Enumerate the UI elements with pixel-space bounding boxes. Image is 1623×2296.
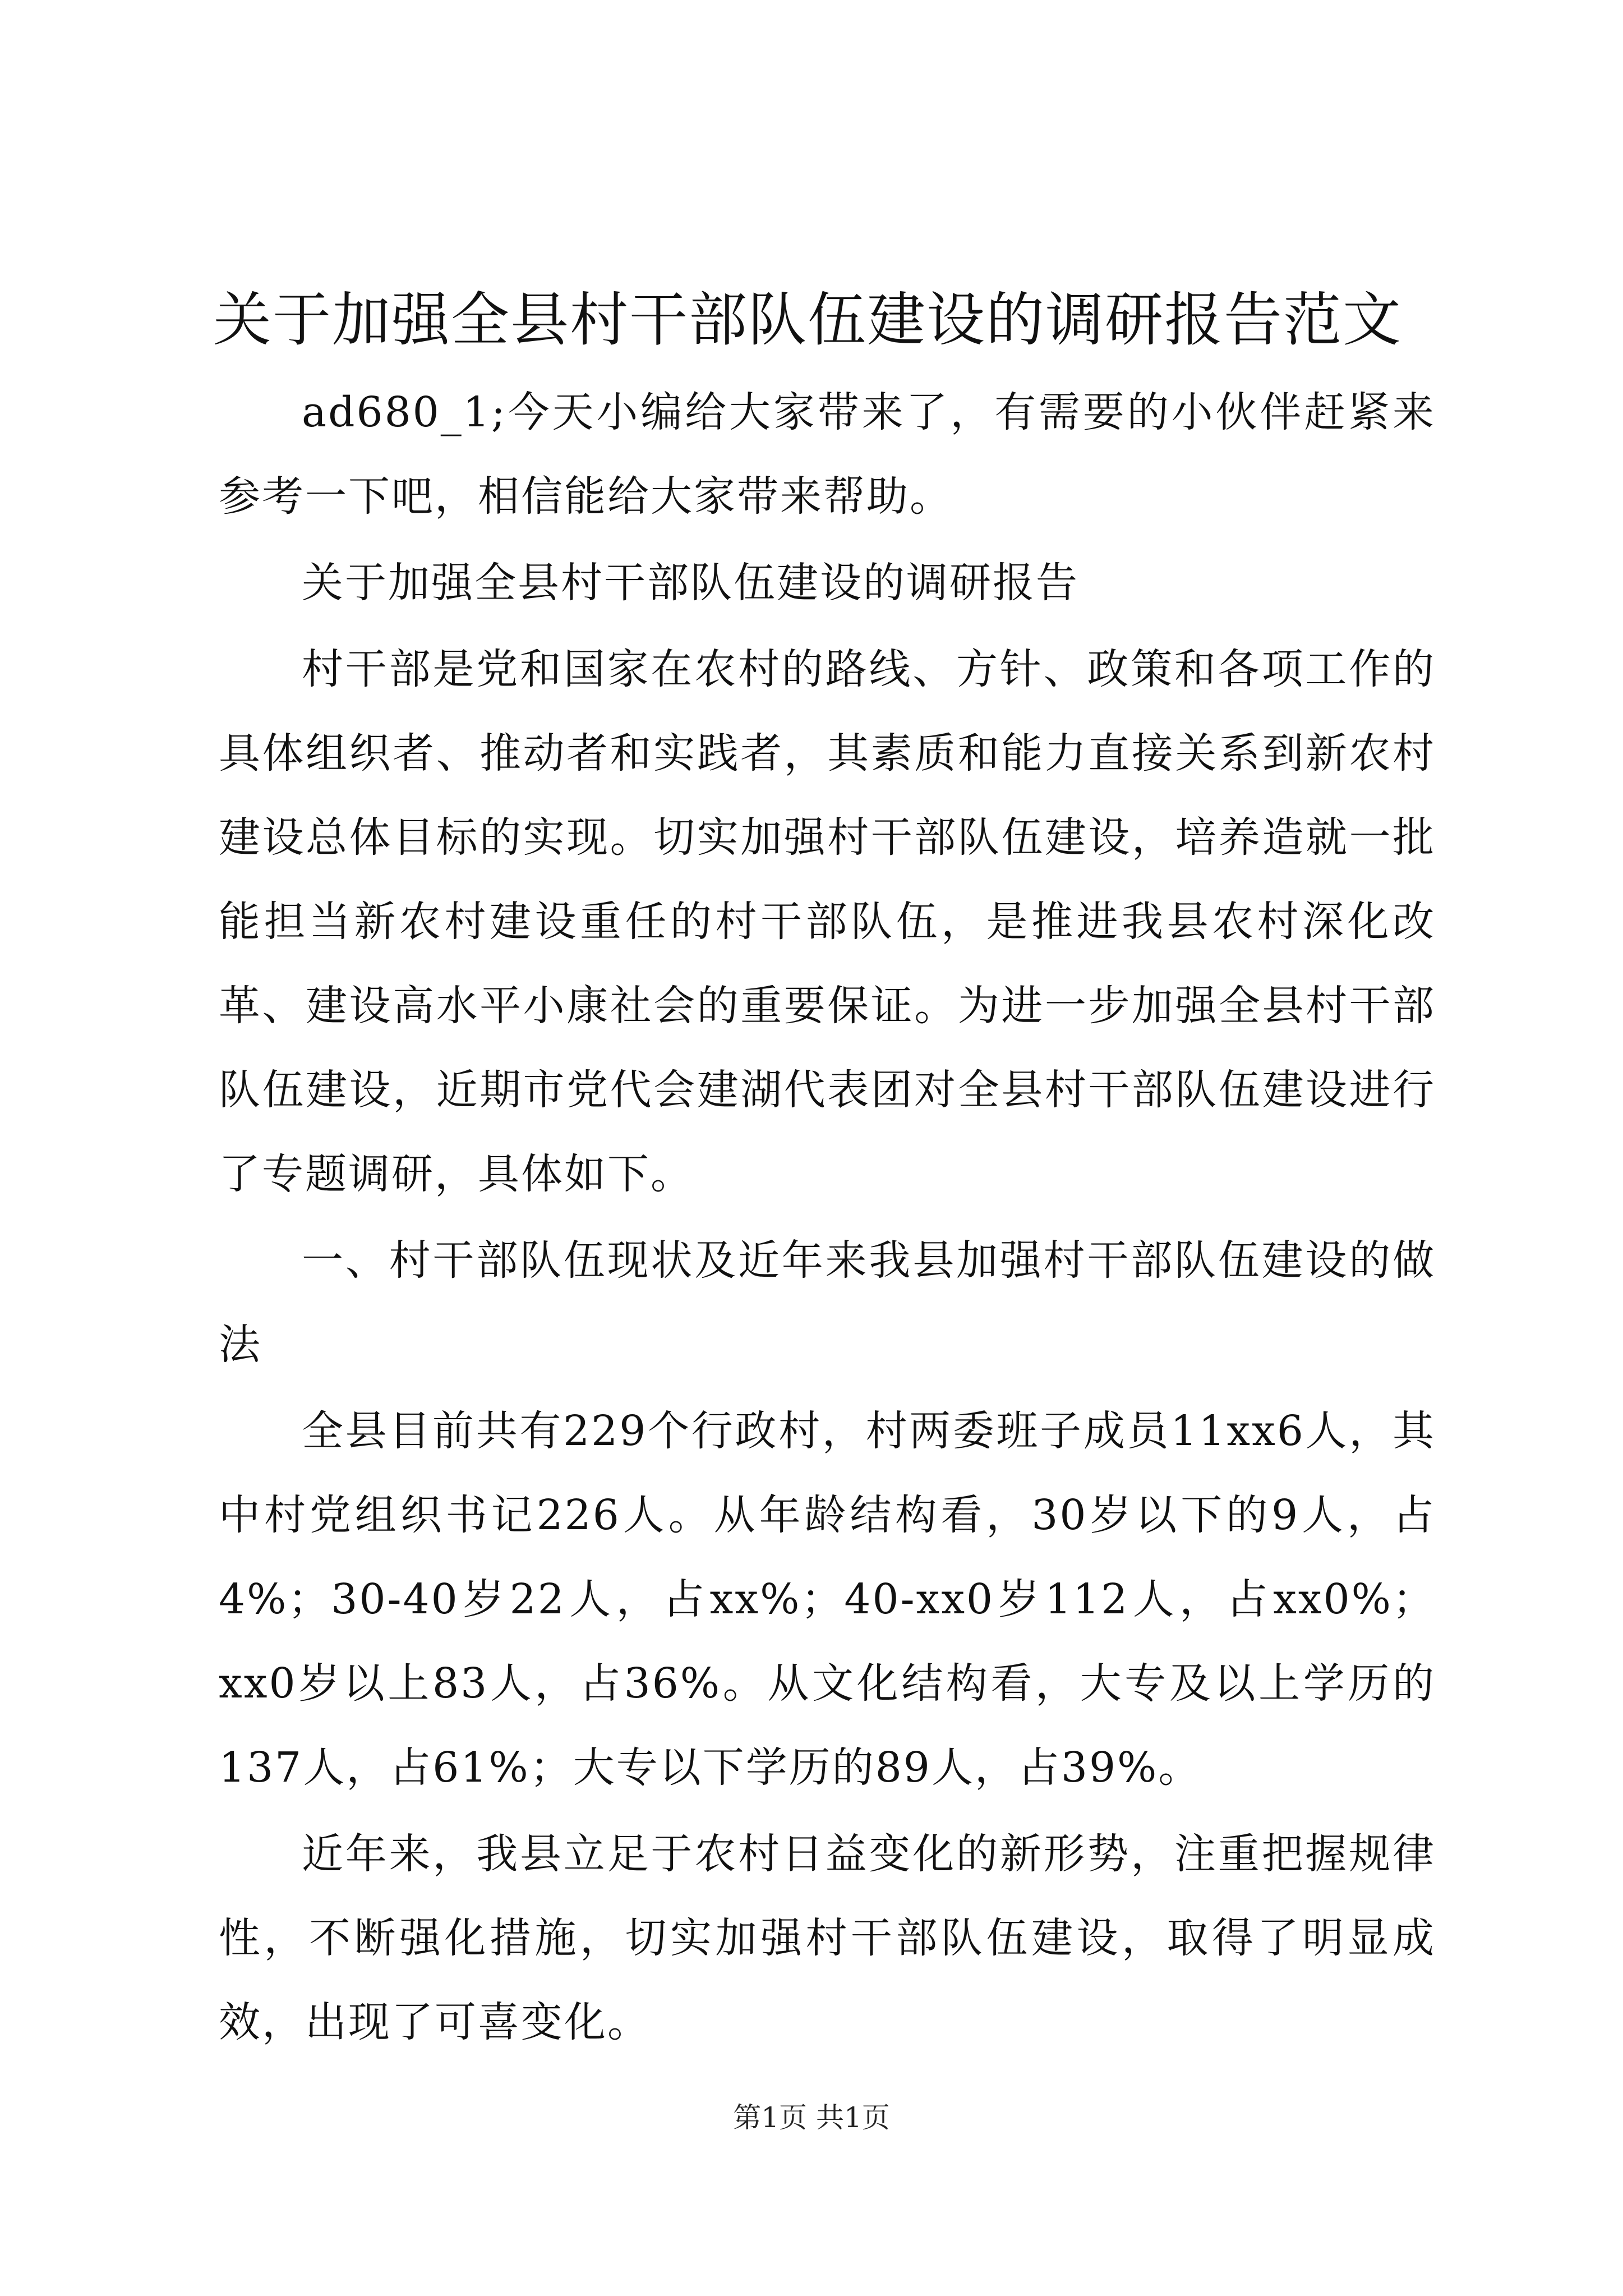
section-heading-paragraph: 一、村干部队伍现状及近年来我县加强村干部队伍建设的做法 [219,1236,1436,1369]
document-body [219,370,1436,2064]
body-paragraph-overview: 村干部是党和国家在农村的路线、方针、政策和各项工作的具体组织者、推动者和实践者，其素质和能力直接关系到新农村建设总体目标的实现。切实加强村干部队伍建设，培养造就一批能担当新农村建设重任的村干部队伍，是推进我县农村深化改革、建设高水平小康社会的重要保证。为进一步加强全县村干部队伍建设，近期市党代会建湖代表团对全县村干部队伍建设进行了专题调研，具体如下。 [219,645,1436,1198]
report-heading-paragraph: 关于加强全县村干部队伍建设的调研报告 [302,559,1079,607]
document-title: 关于加强全县村干部队伍建设的调研报告范文 [213,286,1403,354]
page-footer: 第1页 共1页 [733,2101,890,2134]
intro-paragraph: ad680_1;今天小编给大家带来了，有需要的小伙伴赶紧来参考一下吧，相信能给大家带来帮助。 [219,388,1436,521]
body-paragraph-statistics: 全县目前共有229个行政村，村两委班子成员11xx6人，其中村党组织书记226人。从年龄结构看，30岁以下的9人，占4%；30-40岁22人，占xx%；40-xx0岁112人，占xx0%；xx0岁以上83人，占36%。从文化结构看，大专及以上学历的137人，占61%；大专以下学历的89人，占39%。 [219,1407,1436,1792]
body-paragraph-achievements: 近年来，我县立足于农村日益变化的新形势，注重把握规律性，不断强化措施，切实加强村干部队伍建设，取得了明显成效，出现了可喜变化。 [219,1830,1436,2046]
